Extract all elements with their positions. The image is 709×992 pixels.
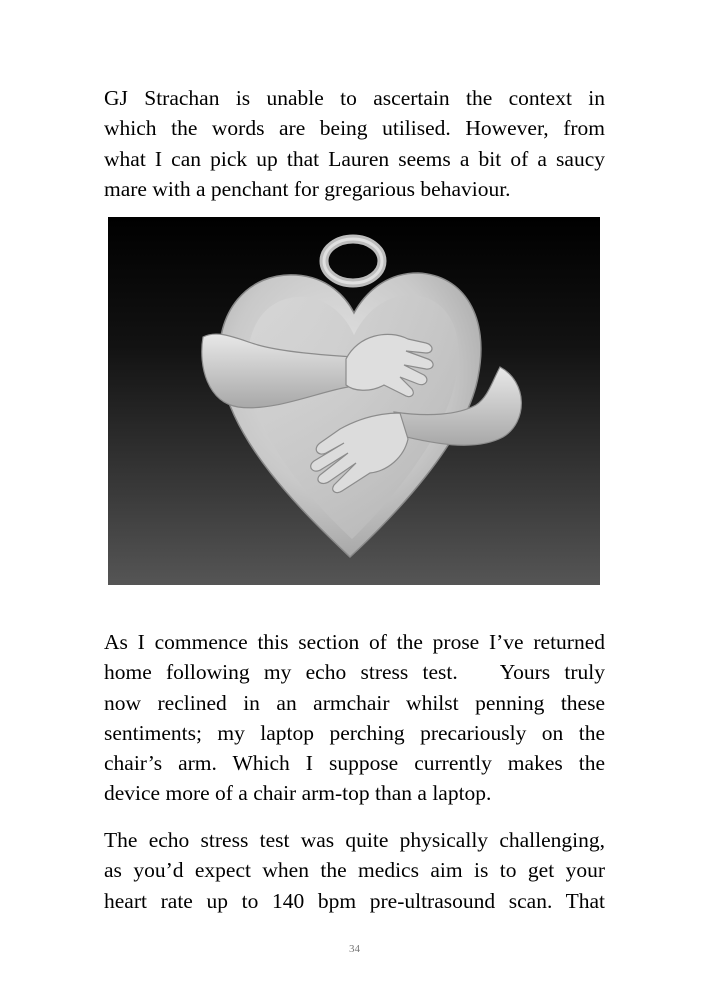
paragraph-line: As I commence this section of the prose I’ve returned <box>104 630 605 654</box>
paragraph-line: chair’s arm. Which I suppose currently makes the <box>104 751 605 776</box>
paragraph-line: now reclined in an armchair whilst penning these <box>104 690 605 715</box>
paragraph-line: home following my echo stress test. Yours truly <box>104 660 605 685</box>
paragraph-3 <box>104 825 605 916</box>
hugging-heart-pendant-icon <box>108 217 600 585</box>
paragraph-line: device more of a chair arm-top than a laptop. <box>104 781 492 806</box>
paragraph-line: heart rate up to 140 bpm pre-ultrasound scan. That <box>104 888 605 913</box>
paragraph-line: which the words are being utilised. However, from <box>104 116 605 141</box>
paragraph-line: mare with a penchant for gregarious behaviour. <box>104 176 511 201</box>
paragraph-line: as you’d expect when the medics aim is to get your <box>104 858 605 883</box>
heart-hug-figure <box>108 217 600 585</box>
paragraph-1 <box>104 83 605 204</box>
paragraph-2 <box>104 627 605 809</box>
paragraph-line: GJ Strachan is unable to ascertain the context in <box>104 86 605 110</box>
paragraph-line: what I can pick up that Lauren seems a bit of a saucy <box>104 146 605 171</box>
paragraph-line: sentiments; my laptop perching precariously on the <box>104 720 605 745</box>
page-number: 34 <box>349 943 360 955</box>
paragraph-line: The echo stress test was quite physically challenging, <box>104 828 605 852</box>
